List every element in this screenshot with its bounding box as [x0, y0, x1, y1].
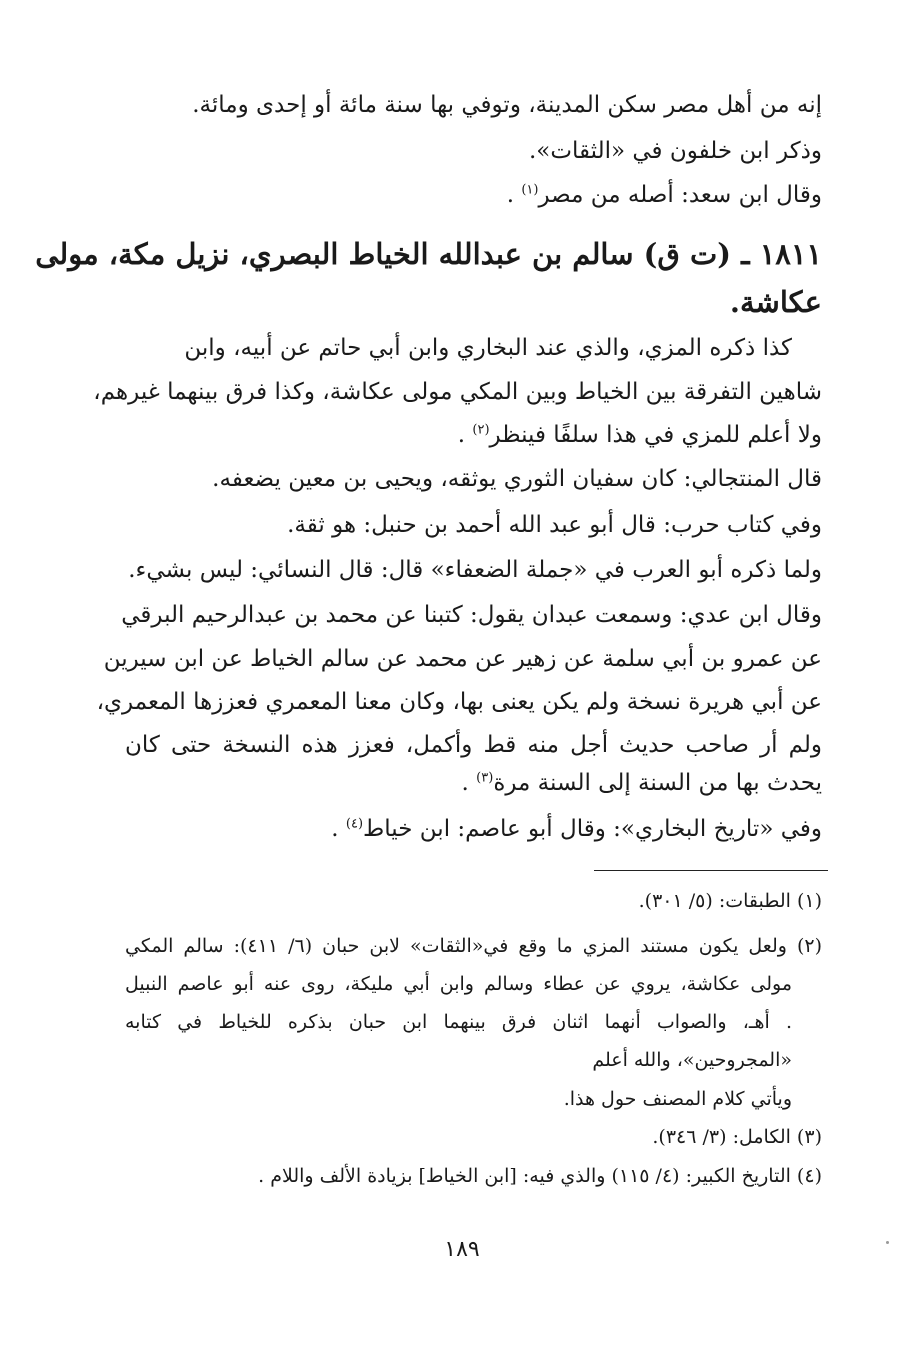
- footnote-ref: (٢): [472, 422, 490, 438]
- body-line: [331, 812, 822, 846]
- paragraph-line: عن أبي هريرة نسخة ولم يكن يعنى بها، وكان معنا المعمري فعززها المعمري،: [96, 689, 822, 715]
- quote-line: وفي كتاب حرب: قال أبو عبد الله أحمد بن حنبل: هو ثقة.: [287, 512, 822, 538]
- paragraph-line: وقال ابن عدي: وسمعت عبدان يقول: كتبنا عن محمد بن عبدالرحيم البرقي: [121, 602, 822, 628]
- paragraph-text: ولا أعلم للمزي في هذا سلفًا فينظر: [489, 422, 822, 448]
- entry-heading: ١٨١١ ـ (ت ق) سالم بن عبدالله الخياط البصري، نزيل مكة، مولى: [35, 237, 822, 271]
- paragraph-line: شاهين التفرقة بين الخياط وبين المكي مولى عكاشة، وكذا فرق بينهما غيرهم،: [93, 379, 822, 405]
- body-line: [507, 178, 822, 212]
- period: .: [457, 422, 466, 448]
- quote-line: قال المنتجالي: كان سفيان الثوري يوثقه، ويحيى بن معين يضعفه.: [212, 466, 822, 492]
- period: .: [331, 816, 339, 842]
- footnote: (٢) ولعل يكون مستند المزي ما وقع في«الثقات» لابن حبان (٦/ ٤١١): سالم المكي: [125, 935, 822, 957]
- footnote-continuation: . أهـ، والصواب أنهما اثنان فرق بينهما ابن حبان بذكره للخياط في كتابه: [125, 1011, 792, 1033]
- period: .: [506, 182, 515, 208]
- body-text: وفي «تاريخ البخاري»: وقال أبو عاصم: ابن خياط: [363, 816, 822, 842]
- footnote: (٣) الكامل: (٣/ ٣٤٦).: [652, 1126, 822, 1148]
- footnote-continuation: «المجروحين»، والله أعلم: [592, 1049, 792, 1071]
- period: .: [461, 770, 469, 796]
- footnote-separator: [594, 870, 828, 871]
- paragraph-line: [458, 418, 822, 452]
- paragraph-line: ولم أر صاحب حديث أجل منه قط وأكمل، فعزز هذه النسخة حتى كان: [125, 732, 822, 758]
- entry-heading: عكاشة.: [729, 285, 822, 319]
- quote-line: ولما ذكره أبو العرب في «جملة الضعفاء» قال: قال النسائي: ليس بشيء.: [128, 557, 822, 583]
- footnote-ref: (١): [521, 182, 539, 198]
- body-text: وقال ابن سعد: أصله من مصر: [538, 182, 822, 208]
- scan-speck: [886, 1241, 889, 1244]
- footnote-ref: (٤): [345, 816, 364, 832]
- footnote-continuation: ويأتي كلام المصنف حول هذا.: [563, 1088, 792, 1110]
- footnote: (١) الطبقات: (٥/ ٣٠١).: [638, 890, 822, 912]
- page-number: ١٨٩: [444, 1237, 480, 1262]
- paragraph-line: كذا ذكره المزي، والذي عند البخاري وابن أبي حاتم عن أبيه، وابن: [184, 335, 792, 361]
- paragraph-line: [462, 766, 822, 800]
- paragraph-text: يحدث بها من السنة إلى السنة مرة: [493, 770, 822, 796]
- footnote-ref: (٣): [476, 770, 494, 786]
- paragraph-line: عن عمرو بن أبي سلمة عن زهير عن محمد عن سالم الخياط عن ابن سيرين: [103, 646, 822, 672]
- footnote-continuation: مولى عكاشة، يروي عن عطاء وسالم وابن أبي مليكة، روى عنه أبو عاصم النبيل: [125, 973, 792, 995]
- body-line: إنه من أهل مصر سكن المدينة، وتوفي بها سنة مائة أو إحدى ومائة.: [192, 92, 822, 118]
- footnote: (٤) التاريخ الكبير: (٤/ ١١٥) والذي فيه: [ابن الخياط] بزيادة الألف واللام .: [258, 1165, 822, 1187]
- body-line: وذكر ابن خلفون في «الثقات».: [528, 138, 822, 164]
